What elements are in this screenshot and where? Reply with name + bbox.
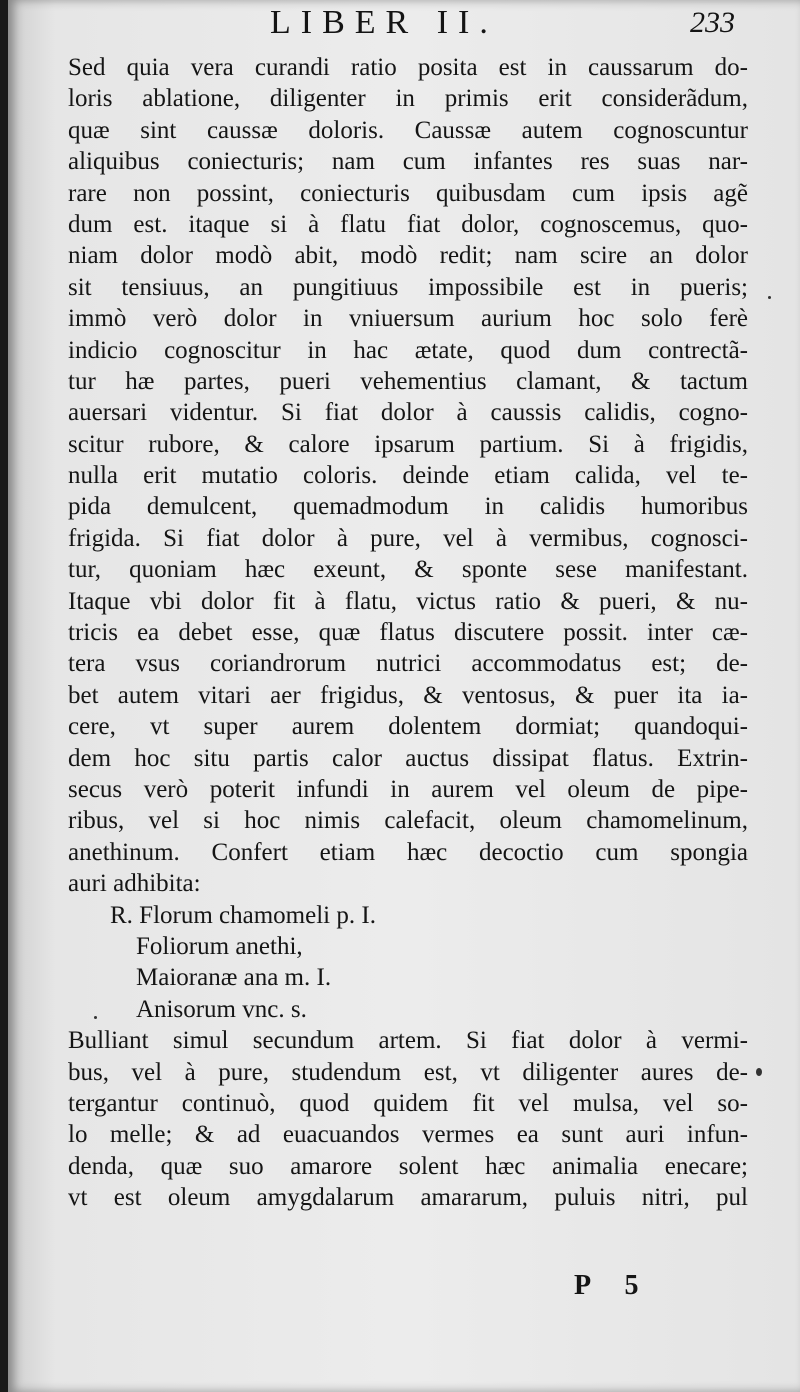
body-line: nulla erit mutatio coloris. deinde etiam calida, vel te- — [68, 462, 748, 490]
text-block — [68, 52, 748, 1213]
body-line: Itaque vbi dolor fit à flatu, victus ratio & pueri, & nu- — [68, 587, 748, 615]
body-line: loris ablatione, diligenter in primis erit considerãdum, — [68, 85, 748, 113]
recipe-line: Anisorum vnc. s. — [136, 995, 307, 1023]
closing-line: tergantur continuò, quod quidem fit vel mulsa, vel so- — [68, 1089, 748, 1117]
body-line: scitur rubore, & calore ipsarum partium. Si à frigidis, — [68, 430, 748, 458]
body-line: auersari videntur. Si fiat dolor à caussis calidis, cogno- — [68, 399, 748, 427]
body-line: quæ sint caussæ doloris. Caussæ autem cognoscuntur — [68, 116, 748, 144]
ink-speck — [94, 1016, 97, 1019]
closing-line: vt est oleum amygdalarum amararum, puluis nitri, pul — [68, 1184, 748, 1212]
closing-line: lo melle; & ad euacuandos vermes ea sunt auri infun- — [68, 1121, 748, 1149]
body-line: cere, vt super aurem dolentem dormiat; quandoqui- — [68, 713, 748, 741]
running-title: LIBER II. — [270, 4, 498, 41]
body-line: tricis ea debet esse, quæ flatus discutere possit. inter cæ- — [68, 619, 748, 647]
ink-speck — [756, 1068, 762, 1076]
body-line: niam dolor modò abit, modò redit; nam scire an dolor — [68, 242, 748, 270]
body-line: dum est. itaque si à flatu fiat dolor, cognoscemus, quo- — [68, 210, 748, 238]
body-line: tur hæ partes, pueri vehementius clamant, & tactum — [68, 367, 748, 395]
body-line: anethinum. Confert etiam hæc decoctio cum spongia — [68, 838, 748, 866]
recipe-line: Foliorum anethi, — [136, 932, 303, 960]
body-line: immò verò dolor in vniuersum aurium hoc solo ferè — [68, 305, 748, 333]
body-line: sit tensiuus, an pungitiuus impossibile est in pueris; — [68, 273, 748, 301]
body-line: secus verò poterit infundi in aurem vel oleum de pipe- — [68, 775, 748, 803]
body-line: ribus, vel si hoc nimis calefacit, oleum chamomelinum, — [68, 807, 748, 835]
ink-speck — [768, 296, 771, 299]
recipe-line: Maioranæ ana m. I. — [136, 964, 332, 992]
book-page — [8, 0, 800, 1392]
body-line: Sed quia vera curandi ratio posita est in caussarum do- — [68, 54, 748, 81]
body-line: tur, quoniam hæc exeunt, & sponte sese manifestant. — [68, 556, 748, 584]
body-line: rare non possint, coniecturis quibusdam cum ipsis agẽ — [68, 179, 748, 207]
closing-line: denda, quæ suo amarore solent hæc animalia enecare; — [68, 1152, 748, 1180]
body-line: auri adhibita: — [68, 870, 201, 898]
body-line: tera vsus coriandrorum nutrici accommodatus est; de- — [68, 650, 748, 678]
body-line: aliquibus coniecturis; nam cum infantes res suas nar- — [68, 148, 748, 176]
signature-mark: P 5 — [574, 1270, 653, 1301]
body-line: dem hoc situ partis calor auctus dissipat flatus. Extrin- — [68, 744, 748, 772]
body-line: bet autem vitari aer frigidus, & ventosus, & puer ita ia- — [68, 681, 748, 709]
closing-line: bus, vel à pure, studendum est, vt diligenter aures de- — [68, 1058, 748, 1086]
body-line: pida demulcent, quemadmodum in calidis humoribus — [68, 493, 748, 521]
closing-line: Bulliant simul secundum artem. Si fiat dolor à vermi- — [68, 1027, 748, 1055]
recipe-line: R. Florum chamomeli p. I. — [110, 901, 376, 929]
body-line: frigida. Si fiat dolor à pure, vel à vermibus, cognosci- — [68, 524, 748, 552]
body-line: indicio cognoscitur in hac ætate, quod dum contrectã- — [68, 336, 748, 364]
running-head — [8, 4, 800, 44]
page-number: 233 — [690, 6, 735, 39]
